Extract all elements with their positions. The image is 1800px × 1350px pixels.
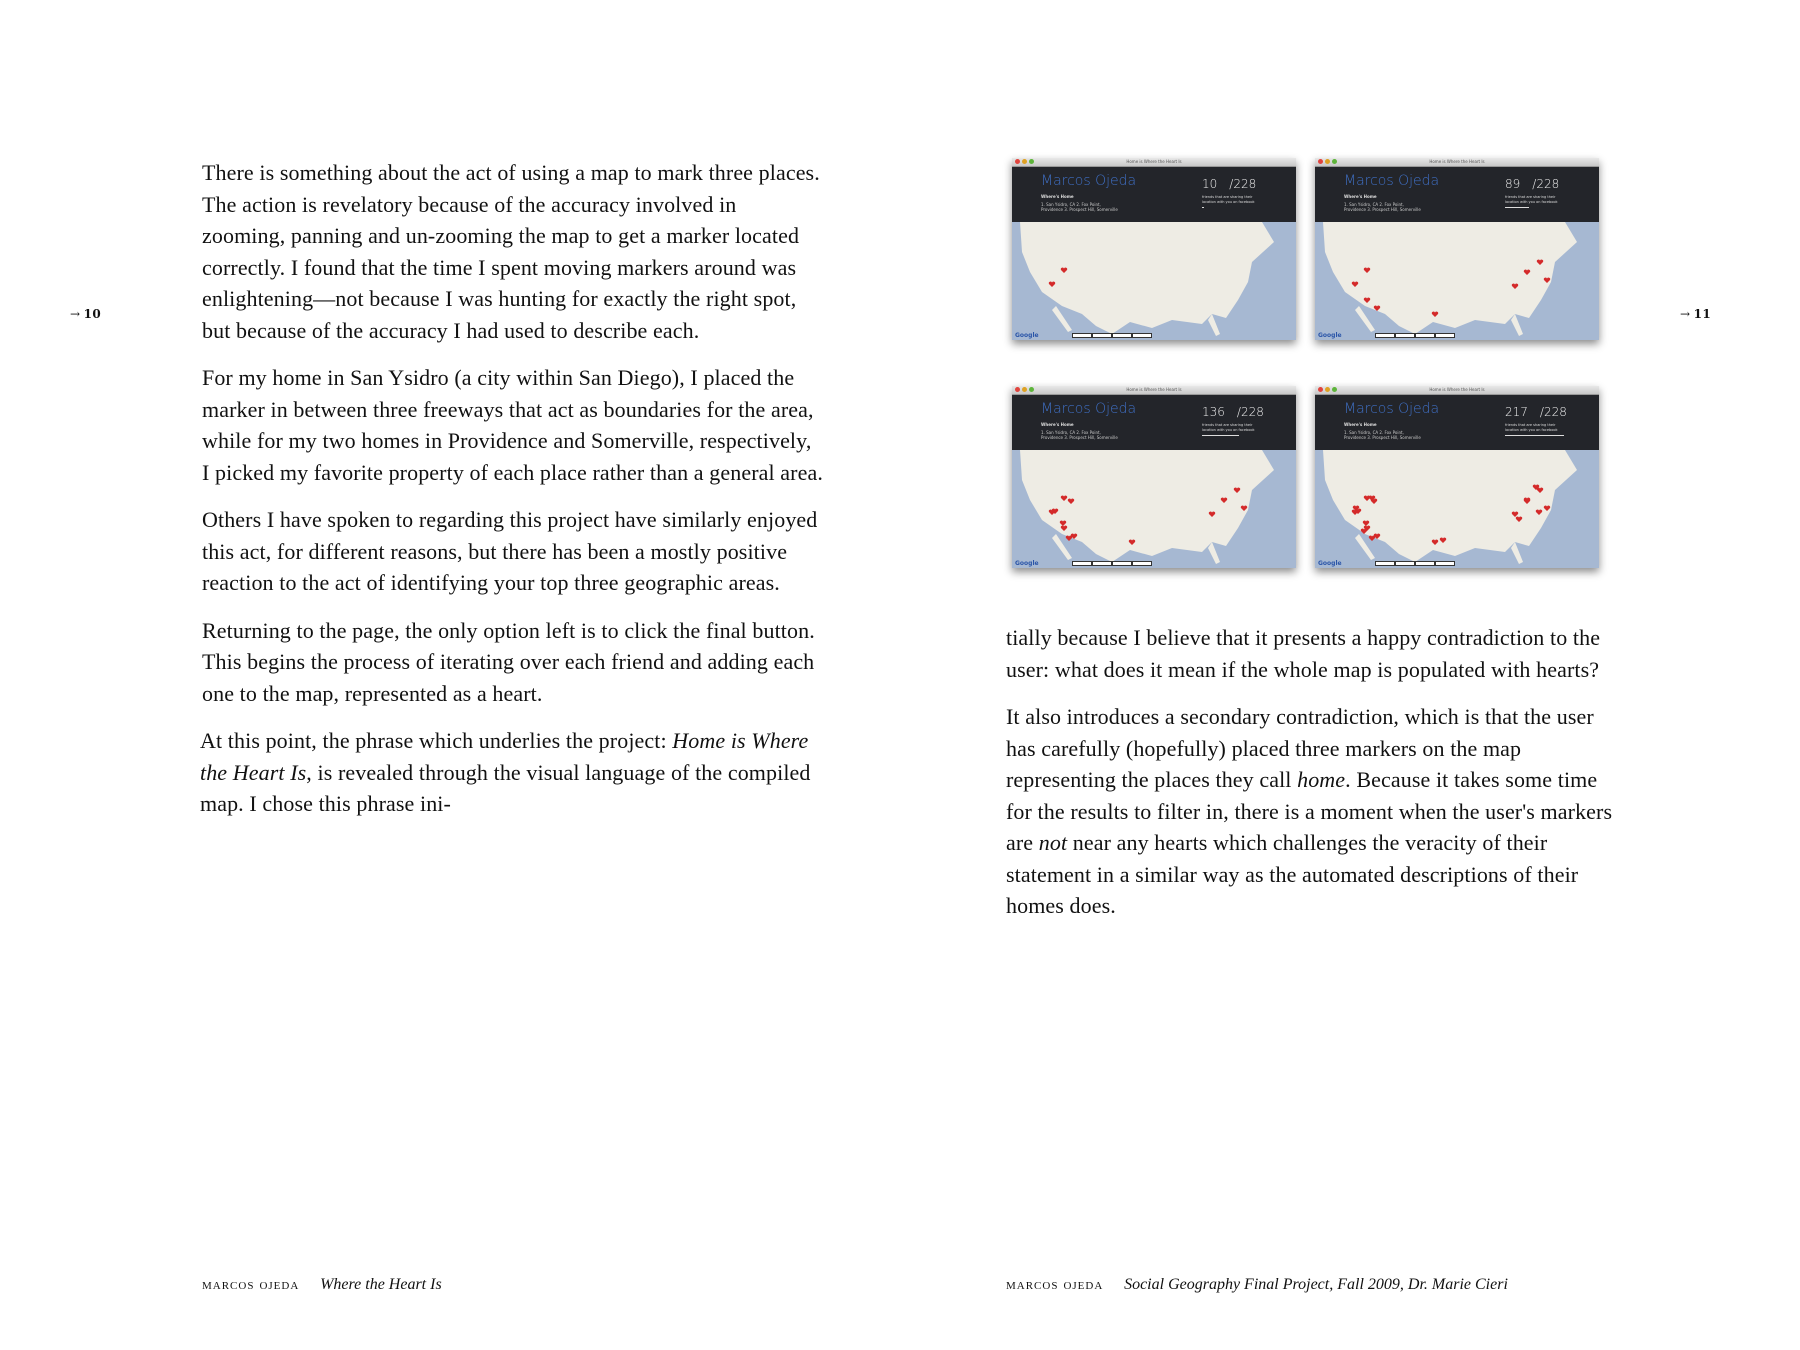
paragraph: For my home in San Ysidro (a city within San Diego), I placed the marker in between three freeways that act as boundaries for the area, while for my two homes in Providence and Somerville, respectively, I picked my favorite property of each place rather than a general area. — [202, 365, 823, 485]
progress-bar — [1202, 435, 1239, 436]
page-number: → 11 — [1680, 307, 1712, 321]
right-page — [900, 0, 1800, 1350]
page-number: → 10 — [70, 307, 102, 321]
us-map — [1012, 222, 1296, 340]
map-controls — [1315, 558, 1599, 568]
map-type-buttons — [1072, 561, 1152, 566]
google-logo: Google — [1318, 560, 1342, 567]
wheres-home-label: Where's Home — [1344, 422, 1377, 427]
wheres-home-label: Where's Home — [1041, 422, 1074, 427]
google-logo: Google — [1318, 332, 1342, 339]
map-type-buttons — [1072, 333, 1152, 338]
friend-count: 217 /228 — [1505, 405, 1567, 419]
body-text — [1006, 622, 1616, 938]
count-caption: friends that are sharing their location with you on facebook — [1505, 423, 1558, 432]
friend-count: 10 /228 — [1202, 177, 1257, 191]
progress-bar — [1202, 207, 1204, 208]
window-titlebar — [1012, 158, 1296, 167]
count-caption: friends that are sharing their location with you on facebook — [1202, 195, 1255, 204]
count-caption: friends that are sharing their location with you on facebook — [1202, 423, 1255, 432]
paragraph: At this point, the phrase which underlies the project: Home is Where the Heart Is, is revealed through the visual language of the compiled map. I chose this phrase ini- — [200, 728, 811, 816]
user-name: Marcos Ojeda — [1041, 173, 1137, 189]
friend-count: 136 /228 — [1202, 405, 1264, 419]
app-screenshot — [1012, 158, 1296, 340]
homes-list: 1. San Ysidro, CA 2. Fox Point, Providence 3. Prospect Hill, Somerville — [1041, 430, 1118, 440]
arrow-icon: → — [1680, 307, 1691, 321]
map-controls — [1012, 330, 1296, 340]
app-screenshot — [1012, 386, 1296, 568]
google-logo: Google — [1015, 560, 1039, 567]
word-not-italic: not — [1038, 830, 1068, 855]
window-title: Home is Where the Heart Is — [1429, 159, 1485, 164]
footer-author: marcos ojeda — [202, 1276, 300, 1293]
wheres-home-label: Where's Home — [1041, 194, 1074, 199]
app-header — [1012, 395, 1296, 451]
paragraph: It also introduces a secondary contradiction, which is that the user has carefully (hopefully) placed three markers on the map representing the places they call home. Because it takes some time for the results to filter in, there is a moment when the user's markers are not near any hearts which challenges the veracity of their statement in a similar way as the automated descriptions of their homes does. — [1006, 704, 1613, 918]
window-title: Home is Where the Heart Is — [1126, 387, 1182, 392]
footer-author: marcos ojeda — [1006, 1276, 1104, 1293]
user-name: Marcos Ojeda — [1344, 173, 1440, 189]
window-title: Home is Where the Heart Is — [1126, 159, 1182, 164]
us-map — [1315, 450, 1599, 568]
homes-list: 1. San Ysidro, CA 2. Fox Point, Providence 3. Prospect Hill, Somerville — [1344, 430, 1421, 440]
paragraph: Returning to the page, the only option left is to click the final button. This begins the process of iterating over each friend and adding each one to the map, represented as a heart. — [202, 617, 815, 706]
arrow-icon: → — [70, 307, 81, 321]
footer-title: Social Geography Final Project, Fall 2009, Dr. Marie Cieri — [1124, 1276, 1508, 1293]
user-name: Marcos Ojeda — [1041, 401, 1137, 417]
progress-bar — [1505, 207, 1529, 208]
footer-title: Where the Heart Is — [320, 1276, 442, 1293]
window-titlebar — [1012, 386, 1296, 395]
app-screenshot — [1315, 386, 1599, 568]
progress-bar — [1505, 435, 1564, 436]
body-text — [202, 157, 824, 836]
user-name: Marcos Ojeda — [1344, 401, 1440, 417]
us-map — [1012, 450, 1296, 568]
app-header — [1315, 395, 1599, 451]
phrase-italic: Home is Where the Heart Is — [200, 728, 809, 785]
friend-count: 89 /228 — [1505, 177, 1560, 191]
paragraph: Others I have spoken to regarding this project have similarly enjoyed this act, for different reasons, but there has been a mostly positive reaction to the act of identifying your top three geographic areas. — [202, 507, 818, 595]
homes-list: 1. San Ysidro, CA 2. Fox Point, Providence 3. Prospect Hill, Somerville — [1344, 202, 1421, 212]
google-logo: Google — [1015, 332, 1039, 339]
word-home-italic: home — [1297, 767, 1346, 792]
map-controls — [1315, 330, 1599, 340]
count-caption: friends that are sharing their location with you on facebook — [1505, 195, 1558, 204]
app-header — [1012, 167, 1296, 223]
map-type-buttons — [1375, 561, 1455, 566]
app-screenshot — [1315, 158, 1599, 340]
us-map — [1315, 222, 1599, 340]
homes-list: 1. San Ysidro, CA 2. Fox Point, Providence 3. Prospect Hill, Somerville — [1041, 202, 1118, 212]
app-header — [1315, 167, 1599, 223]
paragraph: There is something about the act of using a map to mark three places. The action is revelatory because of the accuracy involved in zooming, panning and un-zooming the map to get a marker located correctly. I found that the time I spent moving markers around was enlightening—not because I was hunting for exactly the right spot, but because of the accuracy I had used to describe each. — [202, 160, 820, 343]
window-title: Home is Where the Heart Is — [1429, 387, 1485, 392]
running-footer — [202, 1275, 442, 1294]
window-titlebar — [1315, 386, 1599, 395]
map-controls — [1012, 558, 1296, 568]
wheres-home-label: Where's Home — [1344, 194, 1377, 199]
map-type-buttons — [1375, 333, 1455, 338]
paragraph: tially because I believe that it presents a happy contradiction to the user: what does it mean if the whole map is populated with hearts? — [1006, 625, 1601, 682]
window-titlebar — [1315, 158, 1599, 167]
running-footer — [1006, 1275, 1508, 1294]
